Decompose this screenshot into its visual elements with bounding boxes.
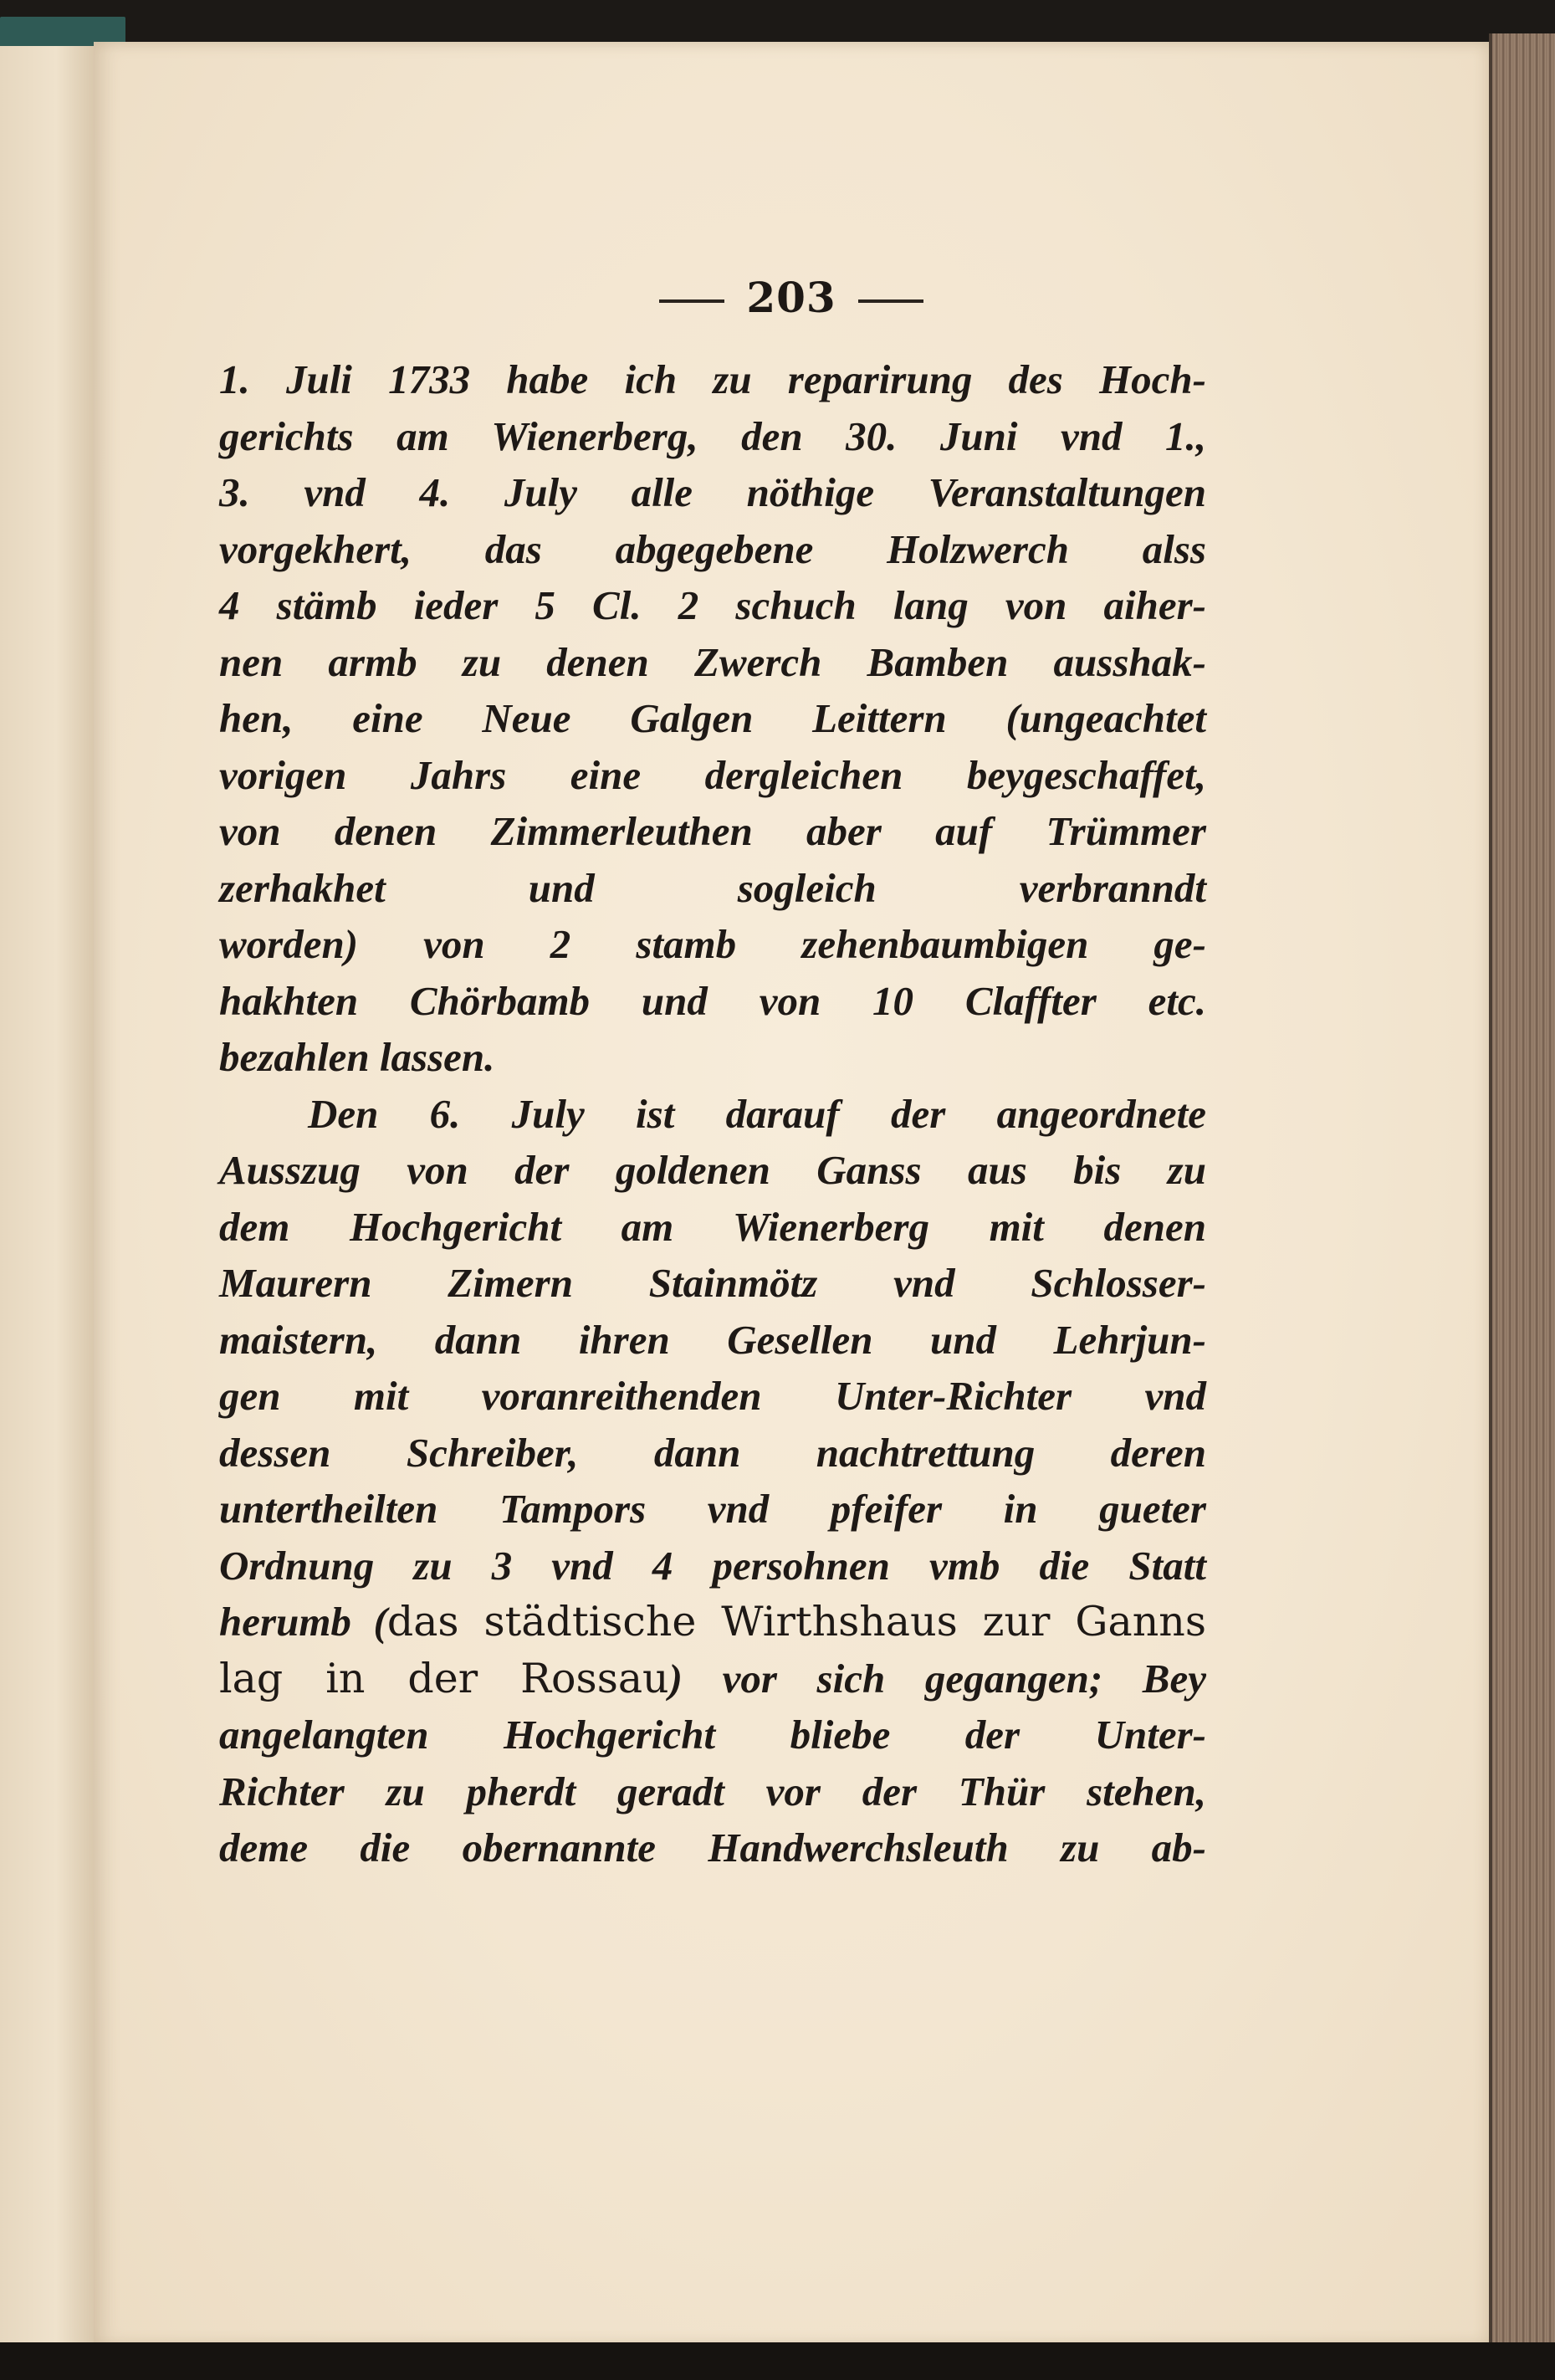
- text-line: hen, eine Neue Galgen Leittern (ungeachtet: [219, 695, 1206, 741]
- text-line: deme die obernannte Handwerchsleuth zu ab-: [219, 1825, 1206, 1871]
- text-line: hakhten Chörbamb und von 10 Claffter etc.: [219, 977, 1206, 1024]
- text-line: Richter zu pherdt geradt vor der Thür stehen,: [219, 1768, 1206, 1814]
- italic-fragment: herumb (: [219, 1599, 387, 1645]
- page-number: 203: [746, 273, 836, 322]
- text-line: Ausszug von der goldenen Ganss aus bis zu: [219, 1147, 1206, 1193]
- text-line: vorgekhert, das abgegebene Holzwerch alss: [219, 525, 1206, 572]
- text-line: zerhakhet und sogleich verbranndt: [219, 864, 1206, 911]
- text-line: worden) von 2 stamb zehenbaumbigen ge-: [219, 921, 1206, 967]
- text-line-mixed: [219, 1651, 1206, 1707]
- body-text: [219, 351, 1206, 1876]
- text-line: maistern, dann ihren Gesellen und Lehrjun-: [219, 1316, 1206, 1363]
- scan-bottom-shadow: [0, 2342, 1555, 2380]
- text-line: untertheilten Tampors vnd pfeifer in gueter: [219, 1486, 1206, 1532]
- text-line: 3. vnd 4. July alle nöthige Veranstaltungen: [219, 469, 1206, 515]
- header-dash-right: [858, 299, 923, 303]
- facing-page-edge: [0, 46, 96, 2347]
- text-line: bezahlen lassen.: [219, 1034, 495, 1080]
- text-line-mixed: [219, 1594, 1206, 1651]
- text-line: dem Hochgericht am Wienerberg mit denen: [219, 1203, 1206, 1250]
- page-header: [94, 273, 1489, 322]
- italic-fragment: ) vor sich gegangen; Bey: [668, 1655, 1206, 1702]
- text-line: angelangten Hochgericht bliebe der Unter-: [219, 1712, 1206, 1758]
- roman-fragment: lag in der Rossau: [219, 1654, 669, 1702]
- text-line: vorigen Jahrs eine dergleichen beygeschaffet,: [219, 751, 1206, 798]
- page-block-edges: [1489, 33, 1555, 2351]
- text-line: Den 6. July ist darauf der angeordnete: [308, 1090, 1206, 1137]
- text-line: von denen Zimmerleuthen aber auf Trümmer: [219, 808, 1206, 854]
- text-line: dessen Schreiber, dann nachtrettung deren: [219, 1429, 1206, 1476]
- header-dash-left: [659, 299, 724, 303]
- text-line: nen armb zu denen Zwerch Bamben ausshak-: [219, 638, 1206, 685]
- text-line: gen mit voranreithenden Unter-Richter vnd: [219, 1373, 1206, 1419]
- text-line: gerichts am Wienerberg, den 30. Juni vnd 1.,: [219, 412, 1206, 459]
- text-line: Maurern Zimern Stainmötz vnd Schlosser-: [219, 1260, 1206, 1306]
- text-line: 1. Juli 1733 habe ich zu reparirung des Hoch-: [219, 356, 1206, 402]
- text-line: 4 stämb ieder 5 Cl. 2 schuch lang von aiher-: [219, 582, 1206, 628]
- roman-fragment: das städtische Wirthshaus zur Ganns: [386, 1598, 1206, 1646]
- text-line: Ordnung zu 3 vnd 4 persohnen vmb die Statt: [219, 1542, 1206, 1589]
